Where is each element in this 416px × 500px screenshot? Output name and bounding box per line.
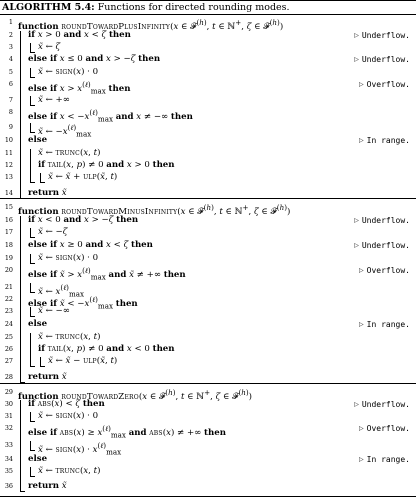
- indent-guide-end: [30, 132, 35, 133]
- line-number: 11: [4, 149, 13, 157]
- code-text: else: [28, 454, 48, 464]
- code-text: x̃ ← $x^{(\ell)}_{max}$: [38, 283, 85, 299]
- line-number: 36: [4, 482, 13, 490]
- indent-guide: [40, 357, 41, 366]
- code-line: [0, 171, 416, 184]
- line-number: 17: [4, 228, 13, 236]
- section-rule-2: [0, 383, 416, 384]
- line-number: 16: [4, 216, 13, 224]
- code-text: else if x ≥ 0 and x < ζ then: [28, 240, 153, 250]
- comment-text: Underflow.: [361, 400, 410, 409]
- comment-text: In range.: [366, 136, 410, 145]
- code-text: x̃ ← ζ: [38, 42, 61, 52]
- indent-guide: [20, 216, 21, 382]
- line-number: 7: [8, 96, 13, 104]
- indent-guide-end: [30, 52, 35, 53]
- code-line: [0, 480, 416, 493]
- comment-text: Underflow.: [361, 216, 410, 225]
- line-number: 9: [8, 123, 13, 131]
- code-text: if x < 0 and x > −ζ then: [28, 215, 139, 225]
- line-number: 15: [4, 203, 13, 211]
- code-line: [0, 422, 416, 440]
- code-text: if tail(x, p) ≠ 0 and x < 0 then: [38, 344, 175, 354]
- indent-guide-end: [40, 182, 45, 183]
- indent-guide: [40, 173, 41, 182]
- indent-guide-end: [30, 366, 35, 367]
- comment-text: In range.: [366, 320, 410, 329]
- comment-triangle-icon: ▷: [359, 267, 364, 274]
- line-number: 1: [8, 18, 13, 26]
- indent-guide-end: [30, 316, 35, 317]
- indent-guide: [30, 43, 31, 52]
- code-text: function roundTowardZero(x ∈ 𝓕$^{(h)}$, t ∈ ℕ+, ζ ∈ 𝓕$^{(h)}$): [18, 388, 252, 402]
- line-number: 24: [4, 320, 13, 328]
- indent-guide-end: [30, 292, 35, 293]
- algorithm-caption: [2, 1, 290, 14]
- comment-text: Underflow.: [361, 55, 410, 64]
- line-comment: [359, 318, 410, 331]
- code-text: x̃ ← x̃ + ulp(x̃, t): [48, 172, 118, 182]
- code-text: x̃ ← trunc(x, t): [38, 466, 101, 476]
- indent-guide-end: [30, 263, 35, 264]
- caption-label: ALGORITHM 5.4:: [2, 2, 95, 13]
- line-number: 8: [8, 108, 13, 116]
- comment-text: Overflow.: [366, 424, 410, 433]
- code-text: x̃ ← −ζ: [38, 227, 68, 237]
- code-text: else if x ≤ 0 and x > −ζ then: [28, 54, 161, 64]
- comment-triangle-icon: ▷: [354, 401, 359, 408]
- indent-guide-end: [30, 237, 35, 238]
- code-line: [0, 355, 416, 368]
- code-text: if tail(x, p) ≠ 0 and x > 0 then: [38, 160, 175, 170]
- code-text: else if $x < -x^{(\ell)}_{max}$ and x ≠ −∞ then: [28, 108, 193, 124]
- indent-guide: [30, 307, 31, 316]
- code-text: else if x̃ > $x^{(\ell)}_{max}$ and x̃ ≠ +∞ then: [28, 266, 186, 282]
- code-text: return x̃: [28, 188, 67, 198]
- line-number: 20: [4, 266, 13, 274]
- comment-triangle-icon: ▷: [354, 32, 359, 39]
- comment-text: In range.: [366, 455, 410, 464]
- indent-guide: [30, 228, 31, 237]
- line-number: 26: [4, 345, 13, 353]
- line-comment: [359, 78, 410, 91]
- code-line: [0, 121, 416, 139]
- code-text: else: [28, 135, 48, 145]
- line-number: 19: [4, 254, 13, 262]
- line-number: 31: [4, 412, 13, 420]
- code-line: [0, 305, 416, 318]
- code-text: x̃ ← +∞: [38, 95, 70, 105]
- indent-guide: [30, 254, 31, 263]
- indent-guide: [30, 333, 31, 366]
- indent-guide-end: [30, 105, 35, 106]
- code-line: [0, 53, 416, 66]
- caption-text: Functions for directed rounding modes.: [97, 2, 290, 13]
- indent-guide-end: [20, 491, 25, 492]
- code-text: x̃ ← sign(x) · $x^{(\ell)}_{max}$: [38, 441, 122, 457]
- code-text: x̃ ← trunc(x, t): [38, 332, 101, 342]
- line-number: 35: [4, 467, 13, 475]
- code-text: x̃ ← sign(x) · 0: [38, 67, 99, 77]
- code-line: [0, 16, 416, 32]
- line-number: 10: [4, 136, 13, 144]
- code-line: [0, 439, 416, 457]
- comment-text: Overflow.: [366, 266, 410, 275]
- code-text: function roundTowardPlusInfinity(x ∈ 𝓕$^{(h)}$, t ∈ ℕ+, ζ ∈ 𝓕$^{(h)}$): [18, 18, 284, 32]
- indent-guide: [30, 283, 31, 292]
- line-number: 34: [4, 455, 13, 463]
- comment-triangle-icon: ▷: [359, 456, 364, 463]
- line-number: 3: [8, 43, 13, 51]
- code-text: else if $x > x^{(\ell)}_{max}$ then: [28, 80, 131, 96]
- indent-guide: [20, 31, 21, 198]
- line-number: 27: [4, 357, 13, 365]
- bottom-rule: [0, 496, 416, 497]
- code-text: x̃ ← −∞: [38, 306, 70, 316]
- line-number: 30: [4, 400, 13, 408]
- code-text: x̃ ← sign(x) · 0: [38, 253, 99, 263]
- code-text: if abs(x) < ζ then: [28, 399, 105, 409]
- line-number: 29: [4, 388, 13, 396]
- code-line: [0, 134, 416, 147]
- comment-text: Overflow.: [366, 80, 410, 89]
- comment-triangle-icon: ▷: [359, 321, 364, 328]
- code-line: [0, 264, 416, 282]
- line-number: 14: [4, 189, 13, 197]
- indent-guide: [20, 400, 21, 491]
- indent-guide: [30, 441, 31, 450]
- comment-triangle-icon: ▷: [354, 242, 359, 249]
- code-text: else if $abs(x) \ge x^{(\ell)}_{max}$ and abs(x) ≠ +∞ then: [28, 424, 226, 440]
- comment-triangle-icon: ▷: [354, 217, 359, 224]
- line-number: 22: [4, 295, 13, 303]
- line-number: 4: [8, 55, 13, 63]
- line-number: 33: [4, 441, 13, 449]
- line-comment: [354, 53, 410, 66]
- indent-guide-end: [30, 182, 35, 183]
- line-number: 5: [8, 68, 13, 76]
- indent-guide: [30, 412, 31, 421]
- line-comment: [354, 239, 410, 252]
- indent-guide: [30, 467, 31, 476]
- line-comment: [359, 134, 410, 147]
- line-number: 25: [4, 333, 13, 341]
- code-text: function roundTowardMinusInfinity(x ∈ 𝓕$^{(h)}$, t ∈ ℕ+, ζ ∈ 𝓕$^{(h)}$): [18, 203, 291, 217]
- code-line: [0, 318, 416, 331]
- line-number: 23: [4, 307, 13, 315]
- indent-guide-end: [30, 450, 35, 451]
- line-number: 21: [4, 283, 13, 291]
- line-number: 32: [4, 424, 13, 432]
- code-text: x̃ ← sign(x) · 0: [38, 411, 99, 421]
- code-line: [0, 106, 416, 124]
- code-text: return x̃: [28, 481, 67, 491]
- line-number: 28: [4, 373, 13, 381]
- code-text: return x̃: [28, 372, 67, 382]
- code-text: x̃ ← x̃ − ulp(x̃, t): [48, 356, 118, 366]
- line-comment: [359, 422, 410, 435]
- code-text: else: [28, 319, 48, 329]
- comment-text: Underflow.: [361, 241, 410, 250]
- indent-guide: [30, 123, 31, 132]
- comment-triangle-icon: ▷: [354, 56, 359, 63]
- indent-guide-end: [40, 366, 45, 367]
- line-number: 18: [4, 241, 13, 249]
- line-number: 6: [8, 80, 13, 88]
- caption-rule: [0, 14, 416, 15]
- code-line: [0, 78, 416, 96]
- comment-triangle-icon: ▷: [359, 81, 364, 88]
- code-text: x̃ ← $-x^{(\ell)}_{max}$: [38, 123, 92, 139]
- indent-guide-end: [30, 421, 35, 422]
- line-number: 12: [4, 161, 13, 169]
- code-line: [0, 239, 416, 252]
- indent-guide: [30, 68, 31, 77]
- section-rule-1: [0, 198, 416, 199]
- code-line: [0, 226, 416, 239]
- indent-guide-end: [30, 476, 35, 477]
- code-text: x̃ ← trunc(x, t): [38, 148, 101, 158]
- line-number: 2: [8, 31, 13, 39]
- code-line: [0, 201, 416, 217]
- code-text: else if x̃ < $-x^{(\ell)}_{max}$ then: [28, 295, 138, 311]
- comment-triangle-icon: ▷: [359, 137, 364, 144]
- code-line: [0, 465, 416, 478]
- line-number: 13: [4, 173, 13, 181]
- indent-guide: [30, 149, 31, 182]
- line-comment: [359, 264, 410, 277]
- comment-triangle-icon: ▷: [359, 425, 364, 432]
- indent-guide-end: [30, 77, 35, 78]
- indent-guide: [30, 96, 31, 105]
- comment-text: Underflow.: [361, 31, 410, 40]
- code-text: if x > 0 and x < ζ then: [28, 30, 131, 40]
